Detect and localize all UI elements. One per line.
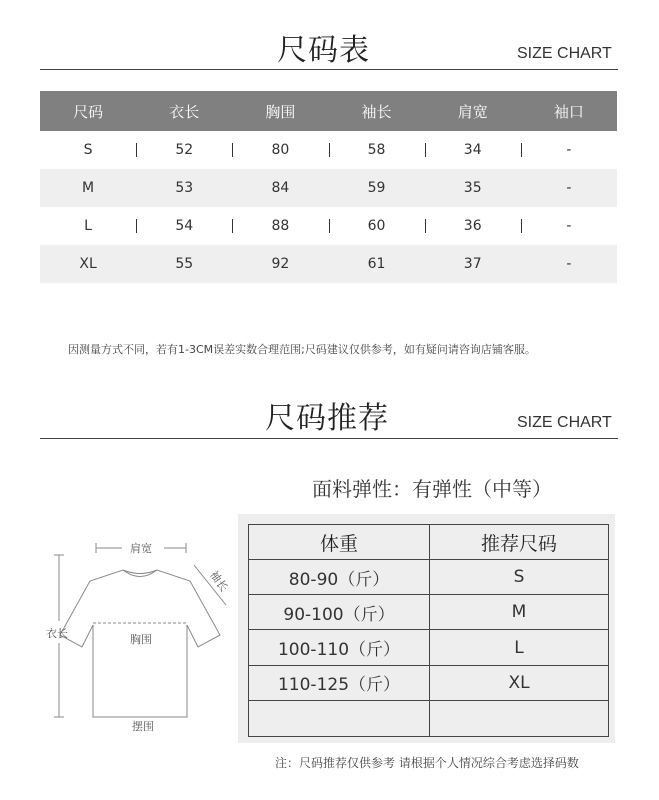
table-cell: 60 (367, 218, 386, 234)
table-cell: 88 (271, 218, 290, 234)
recommend-table (248, 524, 609, 737)
table-cell: 52 (175, 142, 194, 158)
table-cell: 61 (367, 256, 386, 272)
table-header-row (249, 525, 609, 560)
table-cell: S (430, 560, 609, 595)
column-divider (232, 219, 233, 233)
hem-label: 摆围 (132, 720, 154, 733)
table-row (249, 560, 609, 595)
size-chart-subtitle: SIZE CHART (517, 45, 612, 62)
table-cell: 55 (175, 256, 194, 272)
chest-label: 胸围 (130, 633, 152, 646)
table-cell: XL (79, 256, 97, 272)
recommend-subtitle: SIZE CHART (517, 414, 612, 431)
table-row (249, 630, 609, 665)
header-cell: 尺码 (73, 102, 104, 121)
table-row (249, 595, 609, 630)
table-row (40, 131, 617, 169)
header-cell: 袖长 (361, 102, 392, 121)
header-cell: 推荐尺码 (430, 525, 609, 560)
table-cell: 110-125（斤） (249, 665, 430, 700)
table-cell: M (430, 595, 609, 630)
column-divider (329, 219, 330, 233)
table-cell: 80-90（斤） (249, 560, 430, 595)
header-cell: 袖口 (553, 102, 584, 121)
header-cell: 衣长 (169, 102, 200, 121)
recommend-title: 尺码推荐 (265, 401, 389, 436)
table-cell: - (566, 218, 572, 234)
length-label: 衣长 (46, 627, 68, 640)
table-cell: - (566, 256, 572, 272)
recommend-note: 注：尺码推荐仅供参考 请根据个人情况综合考虑选择码数 (275, 756, 579, 770)
table-cell: 80 (271, 142, 290, 158)
table-row (249, 700, 609, 736)
table-row (40, 245, 617, 283)
table-cell: L (84, 218, 92, 234)
table-cell: 90-100（斤） (249, 595, 430, 630)
table-cell: - (566, 180, 572, 196)
size-chart-title: 尺码表 (277, 33, 370, 68)
column-divider (136, 219, 137, 233)
column-divider (329, 143, 330, 157)
column-divider (521, 219, 522, 233)
table-cell: XL (430, 665, 609, 700)
table-cell: 92 (271, 256, 290, 272)
table-cell: L (430, 630, 609, 665)
table-cell: 84 (271, 180, 290, 196)
header-cell: 肩宽 (457, 102, 488, 121)
table-cell: M (82, 180, 95, 196)
table-cell: 59 (367, 180, 386, 196)
column-divider (425, 219, 426, 233)
measurement-note: 因测量方式不同，若有1-3CM误差实数合理范围;尺码建议仅供参考，如有疑问请咨询店铺客服。 (68, 343, 536, 356)
size-table-header (40, 91, 617, 131)
table-cell: - (566, 142, 572, 158)
table-cell: S (83, 142, 93, 158)
size-chart-divider (40, 69, 618, 70)
table-cell: 34 (463, 142, 482, 158)
table-cell: 54 (175, 218, 194, 234)
column-divider (521, 143, 522, 157)
table-row (40, 207, 617, 245)
table-row (40, 169, 617, 207)
fabric-elasticity: 面料弹性：有弹性（中等） (312, 477, 552, 501)
table-cell: 53 (175, 180, 194, 196)
table-cell (249, 700, 430, 736)
table-cell (430, 700, 609, 736)
tshirt-diagram (40, 525, 240, 735)
table-cell: 35 (463, 180, 482, 196)
header-cell: 体重 (249, 525, 430, 560)
size-table (40, 91, 617, 283)
table-cell: 37 (463, 256, 482, 272)
table-row (249, 665, 609, 700)
column-divider (232, 143, 233, 157)
table-cell: 36 (463, 218, 482, 234)
sleeve-label: 袖长 (207, 568, 231, 594)
column-divider (136, 143, 137, 157)
column-divider (425, 143, 426, 157)
header-cell: 胸围 (265, 102, 296, 121)
shoulder-label: 肩宽 (130, 542, 152, 555)
table-cell: 100-110（斤） (249, 630, 430, 665)
recommend-divider (40, 438, 618, 439)
table-cell: 58 (367, 142, 386, 158)
